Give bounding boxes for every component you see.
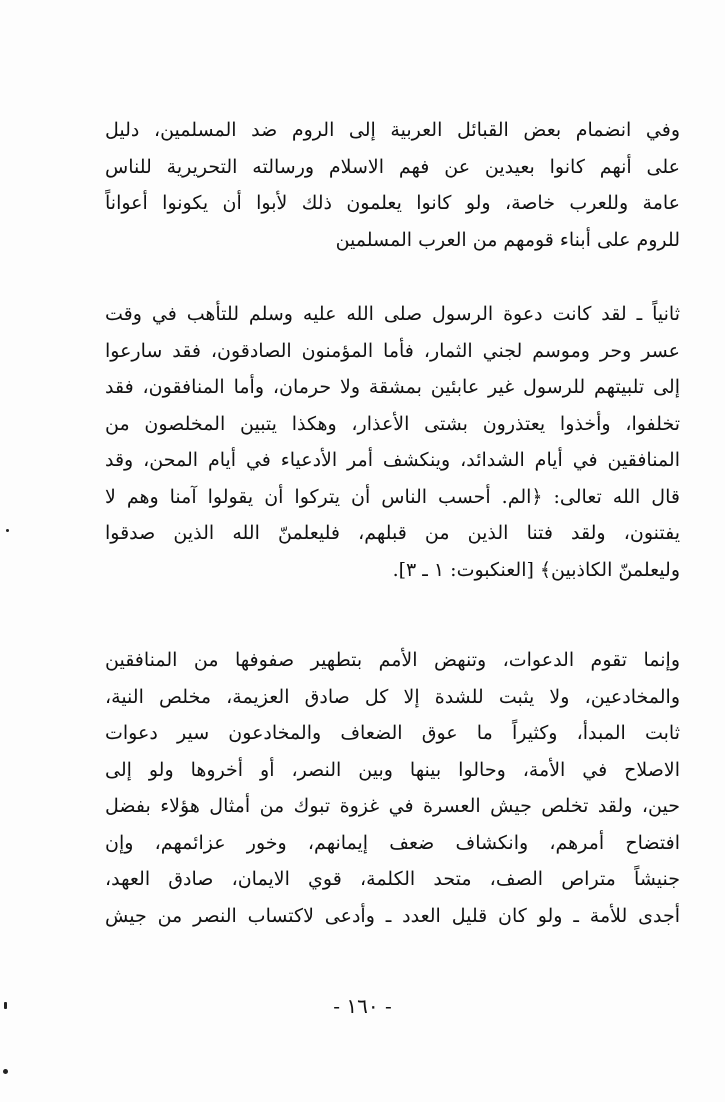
paragraph-3 (105, 642, 680, 934)
text-line: وليعلمنّ الكاذبين﴾ [العنكبوت: ١ ـ ٣]. (392, 558, 680, 581)
text-line: إلى تلبيتهم للرسول غير عابئين بمشقة ولا حرمان، وأما المنافقون، فقد (105, 376, 680, 398)
text-line: ثابت المبدأ، وكثيراً ما عوق الضعاف والمخادعون سير دعوات (105, 722, 680, 744)
page-number: - ١٦٠ - (333, 994, 392, 1018)
text-line: أجدى للأمة ـ ولو كان قليل العدد ـ وأدعى لاكتساب النصر من جيش (105, 904, 680, 927)
paragraph-2 (105, 296, 680, 588)
scan-speck (4, 1002, 7, 1009)
text-line: عامة وللعرب خاصة، ولو كانوا يعلمون ذلك لأبوا أن يكونوا أعواناً (105, 192, 680, 214)
scan-speck (3, 1069, 8, 1074)
text-line: والمخادعين، ولا يثبت للشدة إلا كل صادق العزيمة، مخلص النية، (105, 685, 680, 708)
text-line: تخلفوا، وأخذوا يعتذرون بشتى الأعذار، وهكذا يتبين المخلصون من (105, 412, 680, 435)
text-line: عسر وحر وموسم لجني الثمار، فأما المؤمنون الصادقون، فقد سارعوا (105, 339, 680, 362)
text-line: ثانياً ـ لقد كانت دعوة الرسول صلى الله عليه وسلم للتأهب في وقت (105, 303, 680, 325)
text-line: للروم على أبناء قومهم من العرب المسلمين (335, 228, 680, 251)
text-line: يفتنون، ولقد فتنا الذين من قبلهم، فليعلمنّ الله الذين صدقوا (105, 522, 680, 544)
text-line: وفي انضمام بعض القبائل العربية إلى الروم ضد المسلمين، دليل (105, 119, 680, 141)
text-line: افتضاح أمرهم، وانكشاف ضعف إيمانهم، وخور عزائمهم، وإن (105, 831, 680, 854)
text-line: جنيشاً متراص الصف، متحد الكلمة، قوي الايمان، صادق العهد، (105, 868, 680, 890)
scan-speck (6, 529, 9, 532)
text-line: قال الله تعالى: ﴿الم. أحسب الناس أن يتركوا أن يقولوا آمنا وهم لا (105, 485, 680, 508)
text-line: المنافقين في أيام الشدائد، وينكشف أمر الأدعياء في أيام المحن، وقد (105, 449, 680, 471)
text-line: على أنهم كانوا بعيدين عن فهم الاسلام ورسالته التحريرية للناس (105, 155, 680, 178)
paragraph-1 (105, 112, 680, 258)
text-line: الاصلاح في الأمة، وحالوا بينها وبين النصر، أو أخروها ولو إلى (105, 758, 680, 781)
text-line: حين، ولقد تخلص جيش العسرة في غزوة تبوك من أمثال هؤلاء بفضل (105, 795, 680, 817)
text-line: وإنما تقوم الدعوات، وتنهض الأمم بتطهير صفوفها من المنافقين (105, 649, 680, 671)
